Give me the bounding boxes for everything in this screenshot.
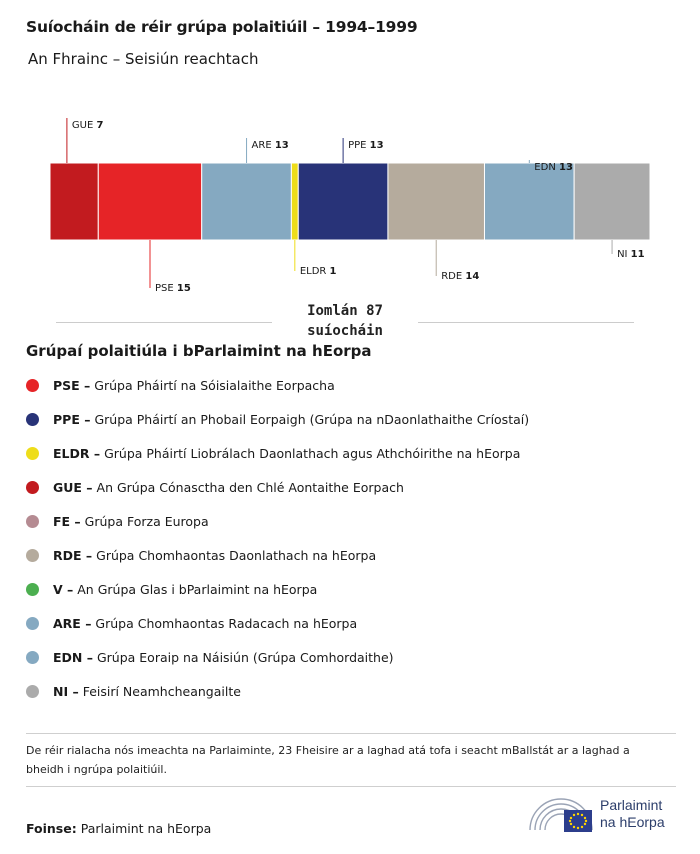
segment-label-gue: GUE 7 [71,120,104,131]
legend-item-eldr [26,436,529,470]
bar-segment-rde [388,163,485,240]
legend-item-gue [26,470,529,504]
bar-segment-gue [50,163,98,240]
segment-label-pse: PSE 15 [155,283,191,294]
segment-label-eldr: ELDR 1 [299,266,337,277]
legend-description: Grúpa Forza Europa [80,513,209,529]
legend-description: Grúpa Pháirtí na Sóisialaithe Eorpacha [90,377,335,393]
legend-description: Grúpa Chomhaontas Radacach na hEorpa [91,615,358,631]
legend-item-edn [26,640,529,674]
legend-item-rde [26,538,529,572]
legend-code: GUE – [53,479,93,495]
legend-description: An Grúpa Cónasctha den Chlé Aontaithe Eorpach [92,479,404,495]
legend-description: Grúpa Eoraip na Náisiún (Grúpa Comhordaithe) [92,649,394,665]
bar-segment-ppe [298,163,388,240]
parliament-emblem-icon [528,794,594,834]
segment-label-edn: EDN 13 [534,162,573,173]
footnote-divider-bottom [26,786,676,787]
legend-item-are [26,606,529,640]
bar-segment-eldr [291,163,298,240]
segment-label-are: ARE 13 [251,140,289,151]
legend-swatch-icon [26,549,39,562]
legend-swatch-icon [26,515,39,528]
legend-description: An Grúpa Glas i bParlaimint na hEorpa [73,581,318,597]
parliament-logo [528,794,665,834]
seat-chart [0,100,700,300]
legend-description: Grúpa Pháirtí Liobrálach Daonlathach agus Athchóirithe na hEorpa [100,445,521,461]
legend-swatch-icon [26,379,39,392]
legend-swatch-icon [26,447,39,460]
legend-code: NI – [53,683,79,699]
legend-swatch-icon [26,617,39,630]
bar-segment-edn [484,163,574,240]
legend-code: PSE – [53,377,91,393]
legend-description: Grúpa Chomhaontas Daonlathach na hEorpa [92,547,377,563]
legend-item-v [26,572,529,606]
legend-code: EDN – [53,649,93,665]
legend-description: Grúpa Pháirtí an Phobail Eorpaigh (Grúpa na nDaonlathaithe Críostaí) [90,411,530,427]
legend-swatch-icon [26,651,39,664]
legend-code: PPE – [53,411,91,427]
source-label: Foinse: [26,821,77,836]
legend-swatch-icon [26,685,39,698]
legend-item-fe [26,504,529,538]
legend-heading: Grúpaí polaitiúla i bParlaimint na hEorpa [26,342,372,360]
legend-swatch-icon [26,583,39,596]
segment-label-ni: NI 11 [617,249,645,260]
footnote-divider-top [26,733,676,734]
total-seats-label: Iomlán 87 suíocháin [307,303,383,339]
legend-item-ni [26,674,529,708]
legend-item-pse [26,368,529,402]
source-text: Parlaimint na hEorpa [80,821,212,836]
legend-item-ppe [26,402,529,436]
bar-segment-are [202,163,292,240]
legend-code: ELDR – [53,445,101,461]
legend-swatch-icon [26,481,39,494]
legend-code: RDE – [53,547,93,563]
legend-description: Feisirí Neamhcheangailte [78,683,241,699]
segment-label-ppe: PPE 13 [348,140,384,151]
legend-swatch-icon [26,413,39,426]
logo-text-line2: na hEorpa [600,814,665,830]
legend-list [26,368,529,708]
legend-code: FE – [53,513,81,529]
segment-label-rde: RDE 14 [441,271,480,282]
chart-subtitle: An Fhrainc – Seisiún reachtach [28,50,259,68]
chart-title: Suíocháin de réir grúpa polaitiúil – 1994–1999 [26,18,418,36]
legend-code: ARE – [53,615,92,631]
logo-text [600,797,665,831]
logo-text-line1: Parlaimint [600,797,663,813]
bar-segment-ni [574,163,650,240]
bar-segment-pse [98,163,201,240]
source-line [26,821,211,836]
footnote: De réir rialacha nós imeachta na Parlaiminte, 23 Fheisire ar a laghad atá tofa i seacht mBallstát ar a laghad a bheidh i ngrúpa polaitiúil. [26,744,630,776]
total-divider-left [56,322,272,323]
total-divider-right [418,322,634,323]
legend-code: V – [53,581,74,597]
